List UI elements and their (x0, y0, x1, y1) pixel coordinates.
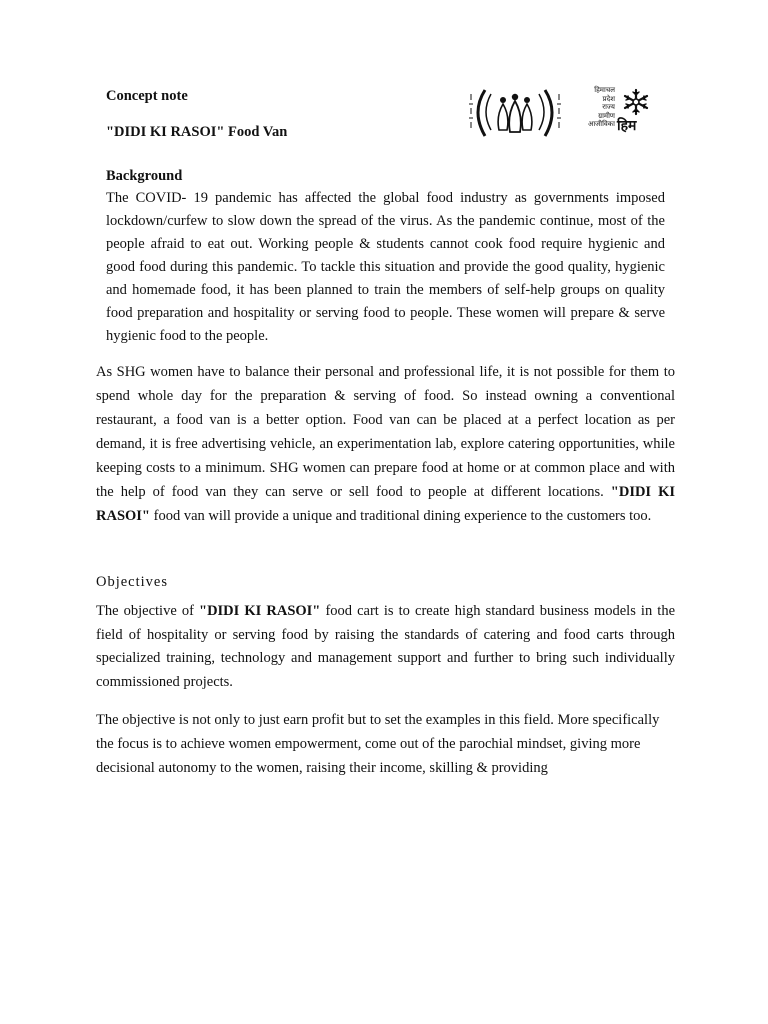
doc-title: "DIDI KI RASOI" Food Van (106, 124, 288, 140)
shg-bold-name: "DIDI KI RASOI" (96, 484, 675, 524)
objectives-paragraph-2: The objective is not only to just earn profit but to set the examples in this field. More specifically the focus is to achieve women empowerment, come out of the parochial mindset, giving more decisional autonomy to the women, raising their income, skilling & providing (96, 712, 660, 776)
objectives-text-start: The objective of (96, 603, 200, 619)
objectives-bold-name: "DIDI KI RASOI" (199, 603, 321, 619)
shg-paragraph (96, 360, 675, 528)
doc-type-heading: Concept note (106, 88, 188, 104)
logo-caption-line: प्रदेश (602, 94, 615, 103)
logo-group (465, 84, 655, 142)
objectives-heading: Objectives (96, 574, 169, 590)
logo-caption-line: आजीविका (587, 120, 615, 129)
logo-caption-line: राज्य (602, 103, 615, 112)
objectives-paragraph-1 (96, 600, 675, 694)
background-paragraph: The COVID- 19 pandemic has affected the global food industry as governments imposed lockdown/curfew to slow down the spread of the virus. As the pandemic continue, most of the people afraid to eat out. Working people & students cannot cook food require hygienic and good food during this pandemic. To tackle this situation and provide the good quality, hygienic and homemade food, it has been planned to train the members of self-help groups on quality food preparation and hospitality or serving food to people. These women will prepare & serve hygienic food to the people. (106, 190, 665, 344)
logo-caption-line: ग्रामीण (598, 111, 615, 120)
background-heading: Background (106, 168, 183, 184)
objectives-text-end: food cart is to create high standard business models in the field of hospitality or serving food by raising the standards of catering and food carts through specialized training, technology and management support and further to bring such individually commissioned projects. (96, 603, 676, 690)
logo-caption-line: हिमाचल (594, 86, 615, 94)
logo-caption (571, 86, 615, 129)
emblem-logo-icon (465, 84, 565, 142)
shg-text-start: As SHG women have to balance their personal and professional life, it is not possible for them to spend whole day for the preparation & serving of food. So instead owning a conventional restaurant, a food van is a better option. Food van can be placed at a perfect location as per demand, it is free advertising vehicle, an experimentation lab, explore catering opportunities, while keeping costs to a minimum. SHG women can prepare food at home or at common place and with the help of food van they can serve or sell food to people at different locations. (96, 364, 675, 500)
logo-brand-text: हिम (617, 118, 637, 134)
snowflake-logo-icon (621, 88, 651, 116)
shg-text-end: food van will provide a unique and traditional dining experience to the customers too. (149, 508, 652, 524)
